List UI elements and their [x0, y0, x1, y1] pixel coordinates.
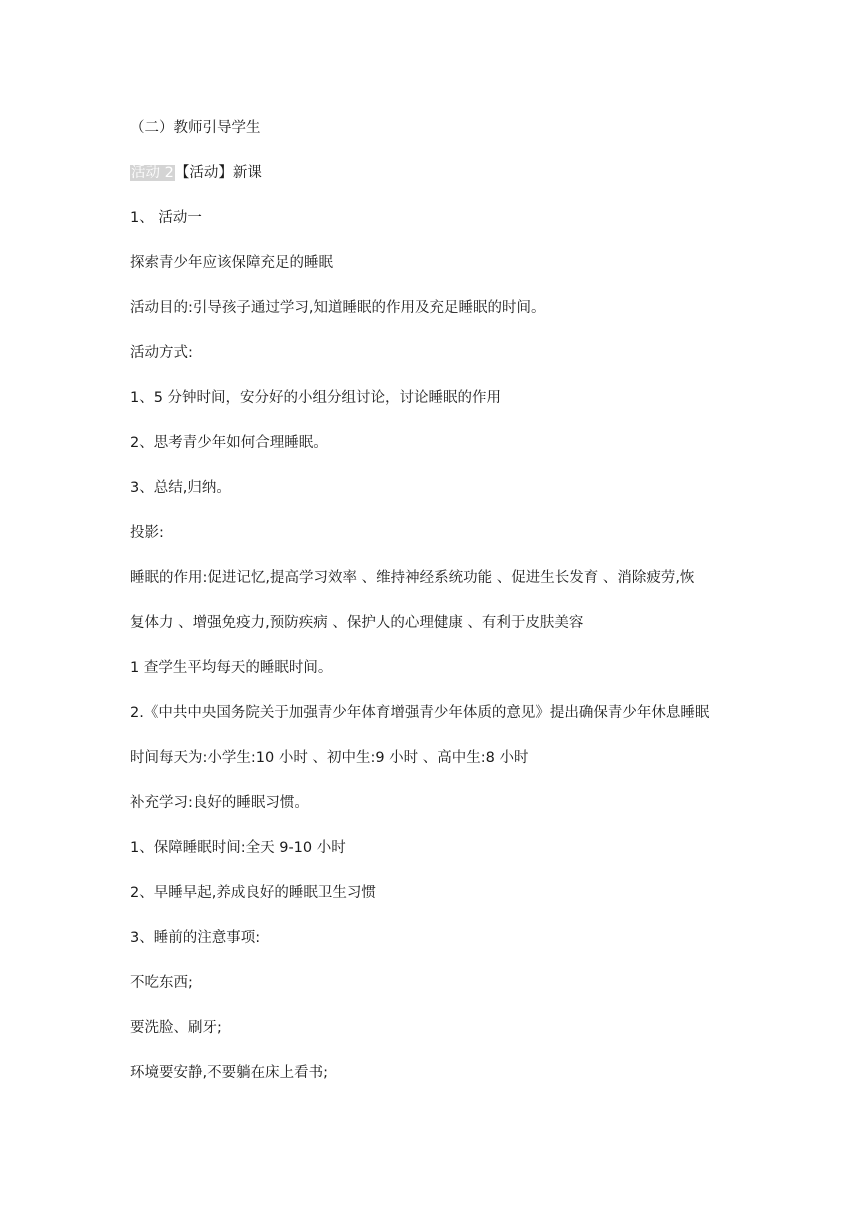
paragraph-line: 1、5 分钟时间，安分好的小组分组讨论，讨论睡眠的作用: [130, 390, 502, 406]
activity-tag-highlight: 活动 2: [131, 165, 174, 181]
paragraph-line: 3、睡前的注意事项:: [130, 930, 261, 946]
paragraph-line: 探索青少年应该保障充足的睡眠: [130, 255, 333, 271]
paragraph-line: 活动目的:引导孩子通过学习,知道睡眠的作用及充足睡眠的时间。: [130, 300, 546, 316]
paragraph-line: 2、早睡早起,养成良好的睡眠卫生习惯: [130, 885, 376, 901]
paragraph-line: 1、保障睡眠时间:全天 9-10 小时: [130, 840, 346, 856]
paragraph-line: 环境要安静,不要躺在床上看书;: [130, 1065, 328, 1081]
paragraph-line: 睡眠的作用:促进记忆,提高学习效率 、维持神经系统功能 、促进生长发育 、消除疲劳,恢: [130, 570, 695, 586]
paragraph-line: 补充学习:良好的睡眠习惯。: [130, 795, 309, 811]
paragraph-line: 不吃东西;: [130, 975, 193, 991]
paragraph-line: 时间每天为:小学生:10 小时 、初中生:9 小时 、高中生:8 小时: [130, 750, 529, 766]
paragraph-line: 3、总结,归纳。: [130, 480, 231, 496]
activity-heading: [130, 163, 262, 183]
activity-title: 【活动】新课: [174, 165, 262, 181]
paragraph-line: 2、思考青少年如何合理睡眠。: [130, 435, 328, 451]
paragraph-line: 活动方式:: [130, 345, 193, 361]
paragraph-line: 2.《中共中央国务院关于加强青少年体育增强青少年体质的意见》提出确保青少年休息睡眠: [130, 705, 710, 721]
paragraph-line: 1 查学生平均每天的睡眠时间。: [130, 660, 333, 676]
section-heading: （二）教师引导学生: [130, 120, 261, 136]
paragraph-line: 复体力 、增强免疫力,预防疾病 、保护人的心理健康 、有利于皮肤美容: [130, 615, 584, 631]
paragraph-line: 要洗脸、刷牙;: [130, 1020, 222, 1036]
paragraph-line: 投影:: [130, 525, 164, 541]
paragraph-line: 1、 活动一: [130, 210, 202, 226]
